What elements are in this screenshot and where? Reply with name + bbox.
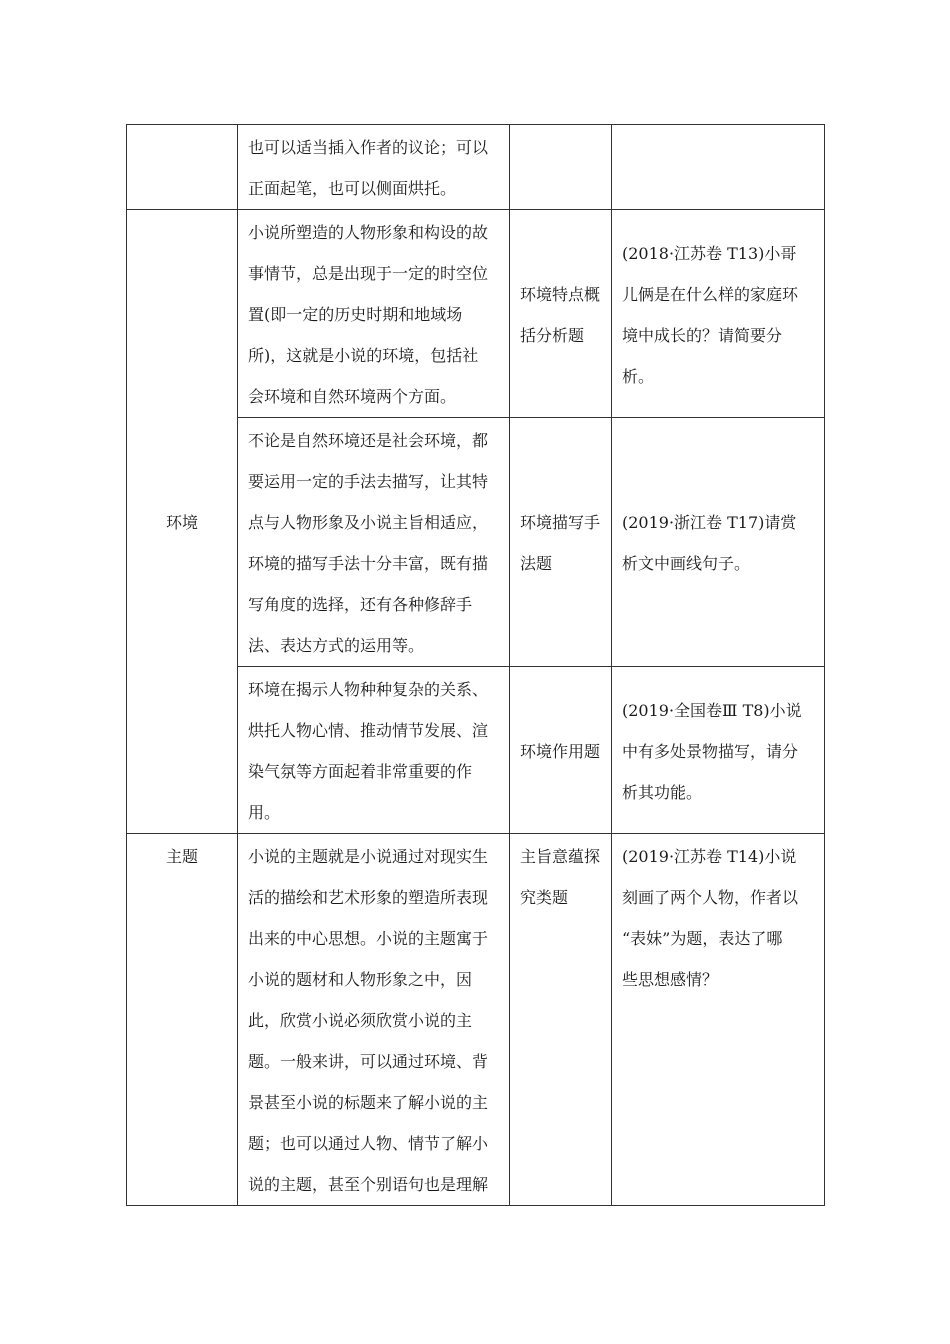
category-label: 环境	[165, 513, 198, 532]
example-cell: (2019·浙江卷 T17)请赏 析文中画线句子。	[612, 418, 825, 667]
example-cell: (2019·全国卷Ⅲ T8)小说 中有多处景物描写，请分 析其功能。	[612, 667, 825, 834]
description-cell: 小说的主题就是小说通过对现实生 活的描绘和艺术形象的塑造所表现 出来的中心思想。小说的主题寓于 小说的题材和人物形象之中，因 此，欣赏小说必须欣赏小说的主 题。一般来讲，可以通过环境、背 景甚至小说的标题来了解小说的主 题；也可以通过人物、情节了解小 说的主题，甚至个别语句也是理解	[238, 834, 510, 1206]
question-type-cell: 环境作用题	[510, 667, 612, 834]
table-row	[127, 210, 825, 418]
question-type-cell	[510, 125, 612, 210]
example-cell: (2019·江苏卷 T14)小说 刻画了两个人物，作者以 “表妹”为题，表达了哪 些思想感情？	[612, 834, 825, 1206]
question-type-cell: 环境特点概 括分析题	[510, 210, 612, 418]
category-label: 主题	[165, 847, 198, 866]
category-cell	[127, 125, 238, 210]
content-table	[126, 124, 825, 1206]
question-type-cell: 环境描写手 法题	[510, 418, 612, 667]
category-cell	[127, 210, 238, 834]
category-cell	[127, 834, 238, 1206]
table-row	[127, 834, 825, 1206]
description-cell: 环境在揭示人物种种复杂的关系、 烘托人物心情、推动情节发展、渲 染气氛等方面起着非常重要的作 用。	[238, 667, 510, 834]
table-row	[127, 125, 825, 210]
example-cell	[612, 125, 825, 210]
example-cell: (2018·江苏卷 T13)小哥 儿俩是在什么样的家庭环 境中成长的？请简要分 析。	[612, 210, 825, 418]
question-type-cell: 主旨意蕴探 究类题	[510, 834, 612, 1206]
description-cell: 也可以适当插入作者的议论；可以 正面起笔，也可以侧面烘托。	[238, 125, 510, 210]
description-cell: 不论是自然环境还是社会环境，都 要运用一定的手法去描写，让其特 点与人物形象及小说主旨相适应， 环境的描写手法十分丰富，既有描 写角度的选择，还有各种修辞手 法、表达方式的运用等。	[238, 418, 510, 667]
description-cell: 小说所塑造的人物形象和构设的故 事情节，总是出现于一定的时空位 置(即一定的历史时期和地域场 所)，这就是小说的环境，包括社 会环境和自然环境两个方面。	[238, 210, 510, 418]
